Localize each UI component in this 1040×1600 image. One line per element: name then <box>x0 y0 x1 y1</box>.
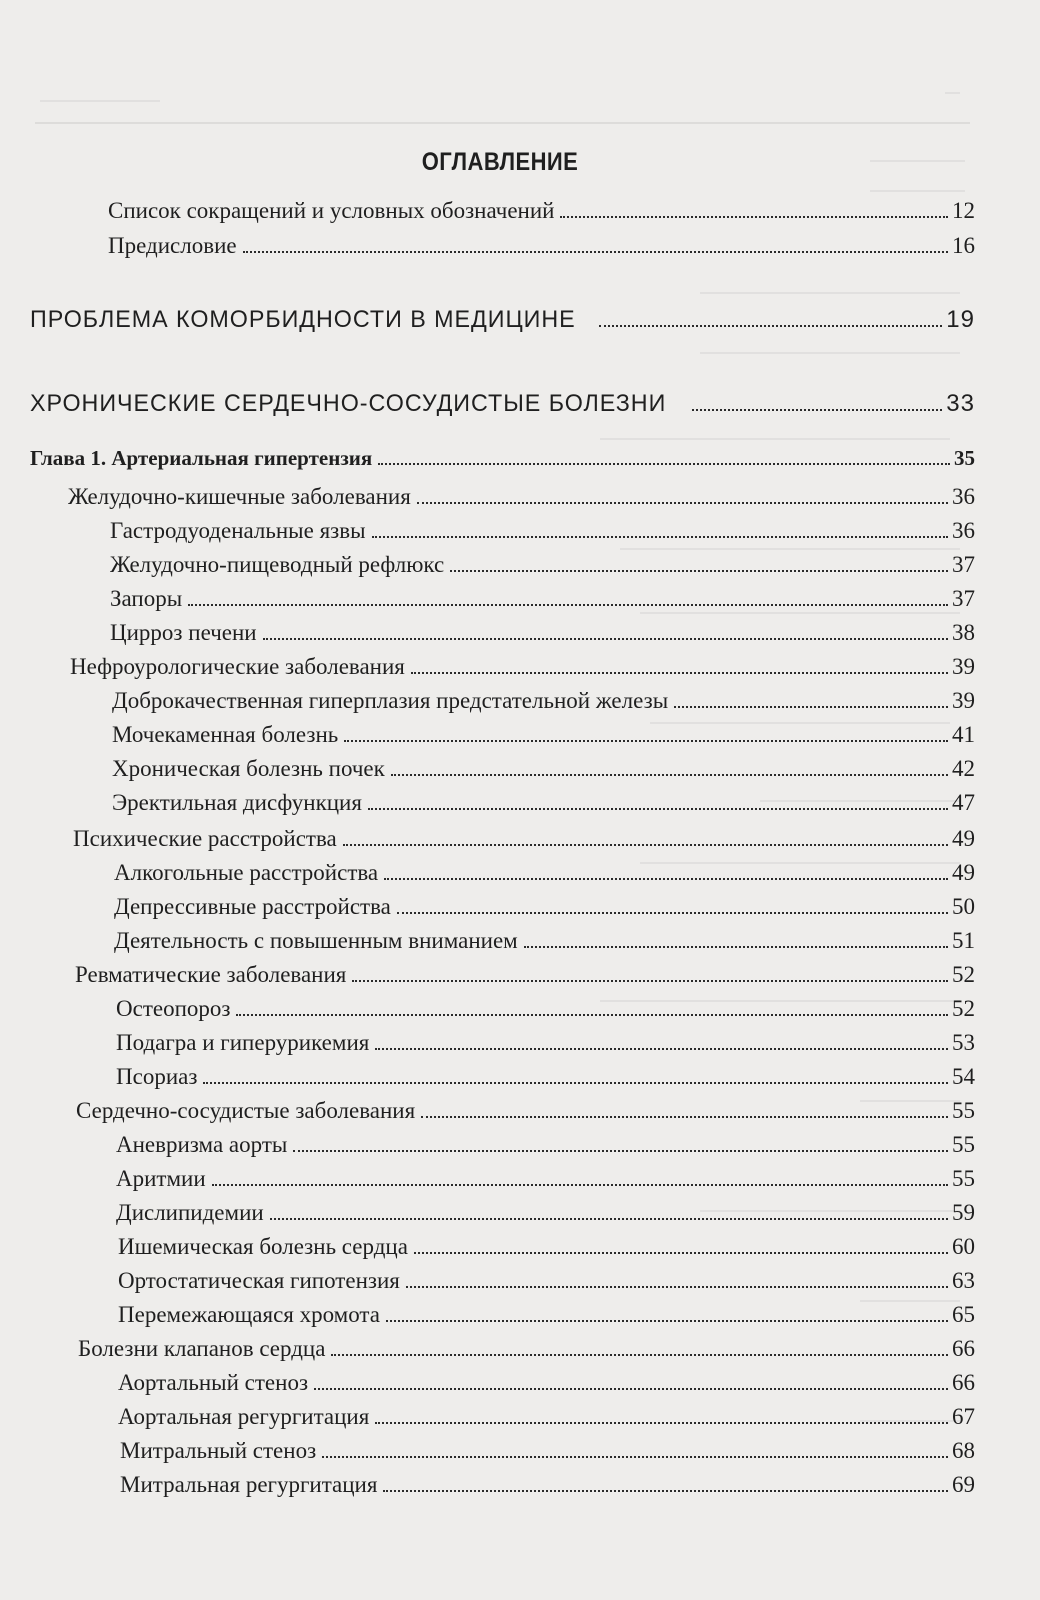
toc-page-number: 37 <box>952 552 975 577</box>
toc-leader <box>414 1252 948 1254</box>
toc-leader <box>270 1218 948 1220</box>
toc-leader <box>450 570 948 572</box>
toc-entry-title: Желудочно-пищеводный рефлюкс <box>110 552 445 577</box>
toc-entry-title: Аневризма аорты <box>116 1132 288 1157</box>
toc-page-number: 59 <box>952 1200 975 1225</box>
toc-page-number: 36 <box>952 484 975 509</box>
ghost-line <box>600 438 950 440</box>
toc-subsection[interactable] <box>0 620 975 646</box>
toc-part-comorbidity[interactable] <box>0 306 975 334</box>
toc-entry-title: Аортальный стеноз <box>118 1370 309 1395</box>
toc-page-number: 35 <box>954 446 975 470</box>
toc-entry-title: Предисловие <box>108 233 237 258</box>
ghost-line <box>945 92 960 94</box>
toc-entry-title: Доброкачественная гиперплазия предстательной железы <box>112 688 669 713</box>
toc-entry-title: Психические расстройства <box>73 826 337 851</box>
toc-leader <box>263 638 948 640</box>
toc-leader <box>599 325 943 327</box>
toc-page-number: 49 <box>952 860 975 885</box>
toc-subsection[interactable] <box>0 1030 975 1056</box>
toc-leader <box>331 1354 948 1356</box>
toc-leader <box>692 409 942 411</box>
toc-entry-title: Дислипидемии <box>116 1200 264 1225</box>
toc-subsection[interactable] <box>0 722 975 748</box>
toc-page-number: 41 <box>952 722 975 747</box>
ghost-line <box>870 190 965 192</box>
toc-page-number: 60 <box>952 1234 975 1259</box>
toc-subsection[interactable] <box>0 1200 975 1226</box>
toc-subsection[interactable] <box>0 1404 975 1430</box>
toc-leader <box>375 1422 948 1424</box>
toc-page-number: 68 <box>952 1438 975 1463</box>
toc-entry-title: Митральная регургитация <box>120 1472 378 1497</box>
toc-subsection[interactable] <box>0 1064 975 1090</box>
ghost-line <box>620 548 960 550</box>
toc-subsection[interactable] <box>0 1302 975 1328</box>
ghost-line <box>640 612 960 614</box>
toc-page-number: 55 <box>952 1166 975 1191</box>
toc-entry-title: Эректильная дисфункция <box>112 790 362 815</box>
toc-section[interactable] <box>0 962 975 988</box>
toc-subsection[interactable] <box>0 688 975 714</box>
toc-entry-title: Мочекаменная болезнь <box>112 722 339 747</box>
toc-entry-preface[interactable] <box>0 233 975 259</box>
ghost-line <box>40 100 160 102</box>
toc-leader <box>322 1456 948 1458</box>
toc-entry-title: Ревматические заболевания <box>75 962 347 987</box>
toc-entry-title: Подагра и гиперурикемия <box>116 1030 370 1055</box>
toc-subsection[interactable] <box>0 790 975 816</box>
toc-page-number: 53 <box>952 1030 975 1055</box>
toc-page-number: 63 <box>952 1268 975 1293</box>
toc-leader <box>421 1116 948 1118</box>
toc-page-number: 67 <box>952 1404 975 1429</box>
toc-subsection[interactable] <box>0 586 975 612</box>
toc-entry-title: Болезни клапанов сердца <box>78 1336 326 1361</box>
toc-section[interactable] <box>0 654 975 680</box>
toc-page-number: 16 <box>952 233 975 258</box>
toc-entry-title: Хроническая болезнь почек <box>112 756 385 781</box>
toc-leader <box>386 1320 948 1322</box>
toc-entry-title: Сердечно-сосудистые заболевания <box>76 1098 416 1123</box>
toc-leader <box>372 536 948 538</box>
toc-page-number: 51 <box>952 928 975 953</box>
toc-entry-title: Запоры <box>110 586 183 611</box>
toc-page-number: 52 <box>952 996 975 1021</box>
toc-entry-title: Гастродуоденальные язвы <box>110 518 366 543</box>
toc-leader <box>343 844 948 846</box>
toc-subsection[interactable] <box>0 1234 975 1260</box>
page-title: ОГЛАВЛЕНИЕ <box>421 148 579 176</box>
toc-subsection[interactable] <box>0 1268 975 1294</box>
toc-leader <box>411 672 948 674</box>
toc-leader <box>417 502 948 504</box>
toc-entry-title: Список сокращений и условных обозначений <box>108 198 555 223</box>
toc-section[interactable] <box>0 826 975 852</box>
toc-subsection[interactable] <box>0 1370 975 1396</box>
toc-subsection[interactable] <box>0 1132 975 1158</box>
toc-leader <box>383 1490 948 1492</box>
ghost-header-rule <box>35 122 970 124</box>
toc-entry-abbreviations[interactable] <box>0 198 975 224</box>
toc-entry-title: Псориаз <box>116 1064 198 1089</box>
ghost-line <box>700 352 960 354</box>
toc-page-number: 39 <box>952 654 975 679</box>
toc-section[interactable] <box>0 1098 975 1124</box>
toc-page-number: 47 <box>952 790 975 815</box>
toc-entry-title: Ортостатическая гипотензия <box>118 1268 400 1293</box>
toc-leader <box>560 216 948 218</box>
toc-leader <box>212 1184 948 1186</box>
toc-leader <box>236 1014 948 1016</box>
toc-page-number: 19 <box>946 306 975 333</box>
toc-entry-title: Деятельность с повышенным вниманием <box>114 928 518 953</box>
toc-leader <box>384 878 948 880</box>
toc-leader <box>203 1082 948 1084</box>
toc-page-number: 69 <box>952 1472 975 1497</box>
toc-leader <box>375 1048 948 1050</box>
toc-leader <box>344 740 948 742</box>
toc-entry-title: Нефроурологические заболевания <box>70 654 405 679</box>
toc-subsection[interactable] <box>0 860 975 886</box>
toc-leader <box>674 706 948 708</box>
toc-page-number: 42 <box>952 756 975 781</box>
toc-entry-title: Остеопороз <box>116 996 231 1021</box>
toc-page-number: 12 <box>952 198 975 223</box>
toc-page-number: 49 <box>952 826 975 851</box>
toc-page-number: 65 <box>952 1302 975 1327</box>
toc-page-number: 55 <box>952 1132 975 1157</box>
toc-entry-title: Аритмии <box>116 1166 206 1191</box>
toc-page-number: 66 <box>952 1336 975 1361</box>
toc-page-number: 55 <box>952 1098 975 1123</box>
toc-leader <box>524 946 948 948</box>
toc-page-number: 33 <box>946 390 975 417</box>
toc-subsection[interactable] <box>0 1438 975 1464</box>
toc-chapter-title: Глава 1. Артериальная гипертензия <box>30 446 373 470</box>
ghost-line <box>700 292 960 294</box>
toc-leader <box>314 1388 948 1390</box>
toc-page-number: 36 <box>952 518 975 543</box>
toc-subsection[interactable] <box>0 996 975 1022</box>
toc-leader <box>188 604 948 606</box>
toc-leader <box>352 980 948 982</box>
toc-entry-title: Желудочно-кишечные заболевания <box>68 484 411 509</box>
toc-subsection[interactable] <box>0 518 975 544</box>
toc-page-number: 50 <box>952 894 975 919</box>
toc-section[interactable] <box>0 484 975 510</box>
toc-part-title: ХРОНИЧЕСКИЕ СЕРДЕЧНО-СОСУДИСТЫЕ БОЛЕЗНИ <box>30 390 667 417</box>
toc-part-title: ПРОБЛЕМА КОМОРБИДНОСТИ В МЕДИЦИНЕ <box>30 306 576 333</box>
toc-leader <box>293 1150 948 1152</box>
toc-subsection[interactable] <box>0 894 975 920</box>
toc-subsection[interactable] <box>0 1166 975 1192</box>
toc-chapter-1[interactable] <box>0 446 975 471</box>
toc-entry-title: Аортальная регургитация <box>118 1404 370 1429</box>
toc-page-number: 52 <box>952 962 975 987</box>
toc-section[interactable] <box>0 1336 975 1362</box>
toc-page-number: 39 <box>952 688 975 713</box>
toc-leader <box>406 1286 948 1288</box>
toc-entry-title: Митральный стеноз <box>120 1438 317 1463</box>
toc-page-number: 54 <box>952 1064 975 1089</box>
toc-subsection[interactable] <box>0 756 975 782</box>
toc-leader <box>397 912 948 914</box>
toc-entry-title: Алкогольные расстройства <box>114 860 379 885</box>
toc-entry-title: Цирроз печени <box>110 620 257 645</box>
toc-subsection[interactable] <box>0 928 975 954</box>
toc-leader <box>243 251 948 253</box>
toc-entry-title: Перемежающаяся хромота <box>118 1302 380 1327</box>
toc-part-cardiovascular[interactable] <box>0 390 975 418</box>
toc-page-number: 38 <box>952 620 975 645</box>
toc-subsection[interactable] <box>0 552 975 578</box>
toc-page-number: 37 <box>952 586 975 611</box>
toc-leader <box>391 774 948 776</box>
toc-subsection[interactable] <box>0 1472 975 1498</box>
toc-entry-title: Ишемическая болезнь сердца <box>118 1234 408 1259</box>
toc-page-number: 66 <box>952 1370 975 1395</box>
toc-entry-title: Депрессивные расстройства <box>114 894 391 919</box>
toc-leader <box>378 463 950 465</box>
toc-leader <box>368 808 948 810</box>
